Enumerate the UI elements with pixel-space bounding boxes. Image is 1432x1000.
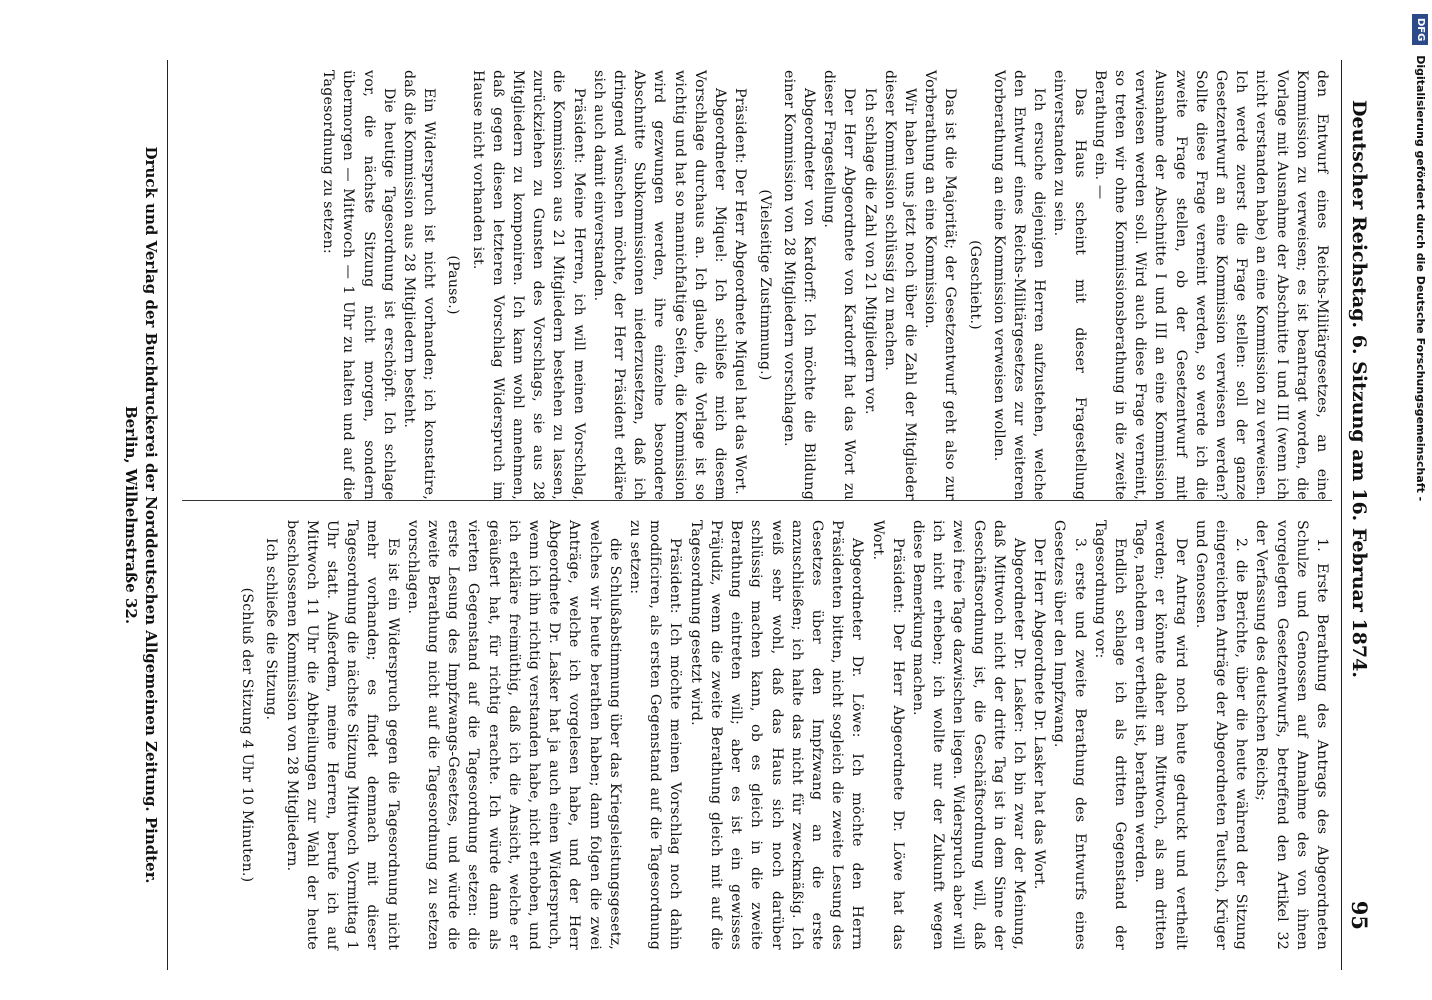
paragraph: Abgeordneter Miquel: Ich schließe mich diesem Vorschlage durchaus an. Ich glaube, die Vorlage ist so wichtig und hat so mannichfaltige Seiten, die Kommission wird gezwungen werden, ihre einzelne besondere Abschnitte Subkommissionen niederzusetzen, daß ich dringend wünschen möchte, der Herr Präsident erkläre sich auch damit einverstanden. (590, 70, 729, 500)
page-title: Deutscher Reichstag. 6. Sitzung am 16. Februar 1874. (1348, 100, 1370, 678)
page-number: 95 (1347, 900, 1372, 930)
right-column (233, 520, 1332, 950)
paragraph: Präsident: Ich möchte meinen Vorschlag noch dahin modificiren, als ersten Gegenstand auf die Tagesordnung zu setzen: (627, 520, 684, 950)
dfg-credit: Digitalisierung gefördert durch die Deutsche Forschungsgemeinschaft - (1414, 55, 1427, 502)
paragraph: Der Antrag wird noch heute gedruckt und vertheilt werden; er könnte daher am Mittwoch, als am dritten Tage, nachdem er vertheilt ist, berathen werden. (1132, 520, 1189, 950)
paragraph: Das Haus scheint mit dieser Fragestellung einverstanden zu sein. (1051, 70, 1088, 500)
paragraph: Ein Widerspruch ist nicht vorhanden; ich konstatire, daß die Kommission aus 28 Mitgliedern besteht. (401, 70, 438, 500)
paragraph: 1. Erste Berathung des Antrags des Abgeordneten Schulze und Genossen auf Annahme des von ihnen vorgelegten Gesetzentwurfs, betreffend den Artikel 32 der Verfassung des deutschen Reichs; (1253, 520, 1330, 950)
stage-direction: (Vielseitige Zustimmung.) (756, 189, 773, 381)
paragraph: Präsident: Der Herr Abgeordnete Miquel hat das Wort. (732, 88, 749, 495)
page-header (1341, 60, 1376, 970)
paragraph: 3. erste und zweite Berathung des Entwurfs eines Gesetzes über den Impfzwang. (1051, 520, 1088, 950)
paragraph: Der Herr Abgeordnete Dr. Lasker hat das Wort. (1031, 538, 1048, 890)
dfg-sidebar (1408, 14, 1432, 994)
paragraph: Das ist die Majorität; der Gesetzentwurf geht also zur Vorberathung an eine Kommission. (922, 70, 959, 500)
paragraph: Abgeordneter Dr. Lasker: Ich bin zwar der Meinung, daß Mittwoch nicht der dritte Tag ist in dem Sinne der Geschäftsordnung ist, die Geschäftsordnung will, daß zwei freie Tage dazwischen liegen. Widerspruch aber will ich nicht erheben; ich wollte nur der Zukunft wegen diese Bemerkung machen. (909, 520, 1027, 950)
imprint-address: Berlin, Wilhelmstraße 32. (122, 405, 140, 625)
paragraph: Präsident: Meine Herren, ich will meinen Vorschlag, die Kommission aus 21 Mitgliedern bestehen zu lassen, zurückziehen zu Gunsten des Vorschlags, sie aus 28 Mitgliedern zu komponiren. Ich kann wohl annehmen, daß gegen diesen letzteren Vorschlag Widerspruch im Hause nicht vorhanden ist. (469, 70, 587, 500)
paragraph: Präsident: Der Herr Abgeordnete Dr. Löwe hat das Wort. (869, 520, 906, 950)
imprint-line: Druck und Verlag der Buchdruckerei der Norddeutschen Allgemeinen Zeitung. Pindter. (142, 146, 160, 884)
paragraph: Es ist ein Widerspruch gegen die Tagesordnung nicht mehr vorhanden; es findet demnach mit dieser Tagesordnung die nächste Sitzung Mittwoch Vormittag 1 Uhr statt. Außerdem, meine Herren, berufe ich auf Mittwoch 11 Uhr die Abtheilungen zur Wahl der heute beschlossenen Kommission von 28 Mitgliedern. (283, 520, 401, 950)
paragraph: Abgeordneter Dr. Löwe: Ich möchte den Herrn Präsidenten bitten, nicht sogleich die zweite Lesung des Gesetzes über den Impfzwang an die erste anzuschließen; ich halte das nicht für zweckmäßig. Ich weiß sehr wohl, daß das Haus sich noch darüber schlüssig machen kann, ob es gleich in die zweite Berathung eintreten will; aber es ist ein gewisses Präjudiz, wenn die zweite Berathung gleich mit auf die Tagesordnung gesetzt wird. (687, 520, 866, 950)
paragraph: den Entwurf eines Reichs-Militärgesetzes, an eine Kommission zu verweisen; es ist beantragt worden, die Vorlage mit Ausnahme der Abschnitte I und III (wenn ich nicht verstanden habe) an eine Kommission zu verweisen. Ich werde zuerst die Frage stellen: soll der ganze Gesetzentwurf an eine Kommission verwiesen werden? Sollte diese Frage verneint werden, so werde ich die zweite Frage stellen, ob der Gesetzentwurf mit Ausnahme der Abschnitte I und III an eine Kommission verwiesen werden soll. Wird auch diese Frage verneint, so treten wir ohne Kommissionsberathung in die zweite Berathung ein. — (1091, 70, 1330, 500)
paragraph: Der Herr Abgeordnete von Kardorff hat das Wort zu dieser Fragestellung. (821, 70, 858, 500)
stage-direction: (Pause.) (445, 255, 462, 315)
imprint-footer (121, 60, 168, 970)
paragraph: 2. die Berichte, über die heute während der Sitzung eingereichten Anträge der Abgeordneten Teutsch, Krüger und Genossen. (1192, 520, 1250, 950)
paragraph: Ich ersuche diejenigen Herren aufzustehen, welche den Entwurf eines Reichs-Militärgesetzes zur weiteren Vorberathung an eine Kommission verweisen wollen. (990, 70, 1048, 500)
dfg-logo-icon: DFG (1412, 14, 1428, 45)
paragraph: Die heutige Tagesordnung ist erschöpft. Ich schlage vor, die nächste Sitzung nicht morgen, sondern übermorgen — Mittwoch — 1 Uhr zu halten und auf die Tagesordnung zu setzen: (320, 70, 397, 500)
paragraph: Endlich schlage ich als dritten Gegenstand der Tagesordnung vor: (1091, 520, 1128, 950)
paragraph: Abgeordneter von Kardorff: Ich möchte die Bildung einer Kommission von 28 Mitgliedern vorschlagen. (780, 70, 817, 500)
paragraph: Ich schlage die Zahl von 21 Mitgliedern vor. (861, 88, 878, 415)
paragraph: Ich schließe die Sitzung. (263, 538, 280, 721)
column-divider (182, 500, 1332, 501)
paragraph: Wir haben uns jetzt noch über die Zahl der Mitglieder dieser Kommission schlüssig zu machen. (881, 70, 918, 500)
paragraph: die Schlußabstimmung über das Kriegsleistungsgesetz, welches wir heute berathen haben; dann folgen die zwei Anträge, welche ich vorgelesen habe, und der Herr Abgeordnete Dr. Lasker hat ja auch einen Widerspruch, wenn ich ihn richtig verstanden habe, nicht erhoben, und ich erkläre freimüthig, daß ich die Ansicht, welche er geäußert hat, für richtig erachte. Ich würde dann als vierten Gegenstand auf die Tagesordnung setzen: die erste Lesung des Impfzwangs-Gesetzes, und würde die zweite Berathung nicht auf die Tagesordnung zu setzen vorschlagen. (404, 520, 623, 950)
left-column (318, 70, 1332, 500)
stage-direction: (Geschieht.) (966, 240, 983, 330)
closing-note: (Schluß der Sitzung 4 Uhr 10 Minuten.) (239, 587, 256, 883)
